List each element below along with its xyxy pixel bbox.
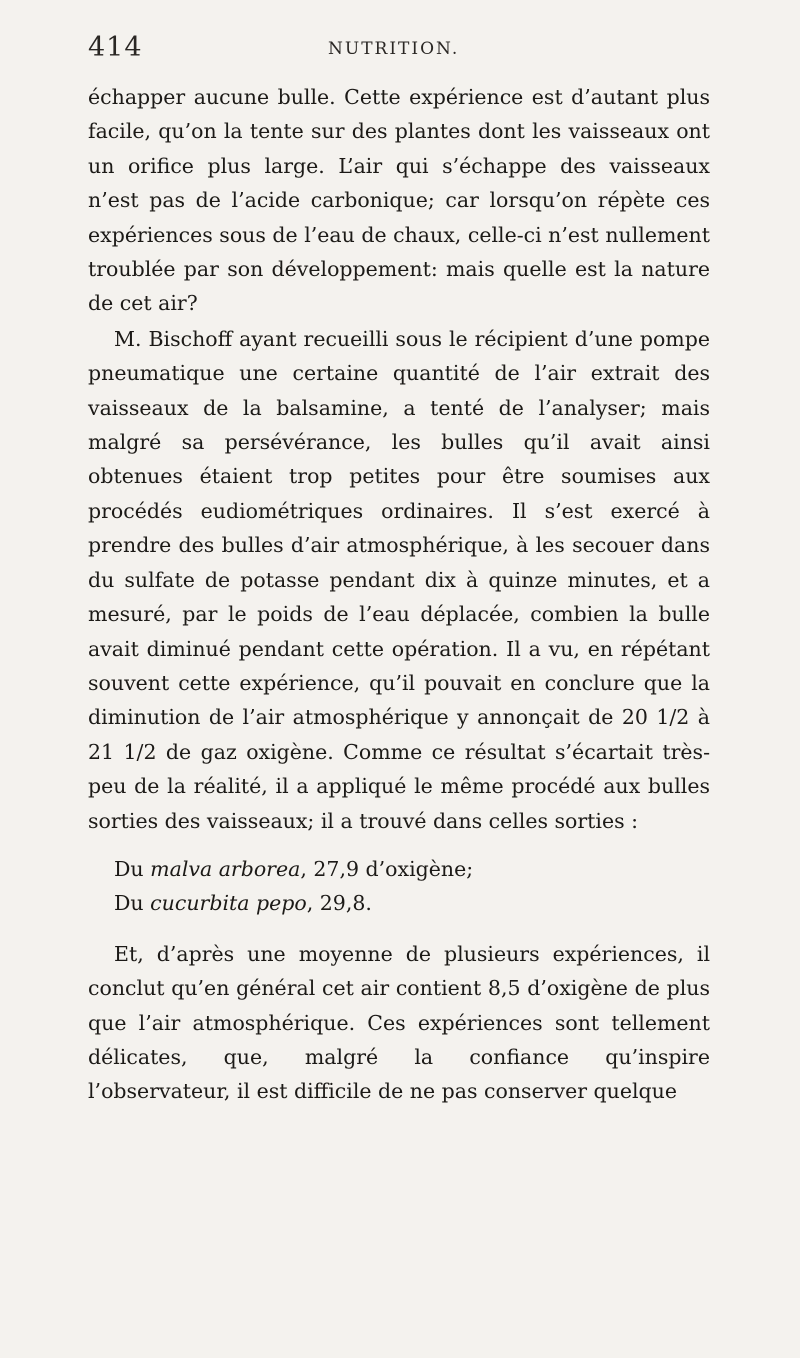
species-name: cucurbita pepo xyxy=(150,891,307,916)
page-number: 414 xyxy=(88,32,143,63)
body-text xyxy=(88,80,710,1109)
running-title: NUTRITION. xyxy=(328,39,460,59)
result-prefix: Du xyxy=(114,891,151,916)
running-head xyxy=(88,30,710,70)
paragraph-continued: échapper aucune bulle. Cette expérience est d’autant plus facile, qu’on la tente sur des plantes dont les vaisseaux ont un orifice plus large. L’air qui s’échappe des vaisseaux n’est pas de l’acide carbonique; car lorsqu’on répète ces expériences sous de l’eau de chaux, celle-ci n’est nullement troublée par son développement: mais quelle est la nature de cet air? xyxy=(88,85,710,316)
result-value: , 29,8. xyxy=(306,891,372,916)
species-name: malva arborea xyxy=(150,856,301,881)
result-prefix: Du xyxy=(114,856,151,881)
results-list xyxy=(88,852,710,921)
result-line-cucurbita xyxy=(88,886,710,920)
paragraph-bischoff: M. Bischoff ayant recueilli sous le récipient d’une pompe pneumatique une certaine quantité de l’air extrait des vaisseaux de la balsamine, a tenté de l’analyser; mais malgré sa persévérance, les bulles qu’il avait ainsi obtenues étaient trop petites pour être soumises aux procédés eudiométriques ordinaires. Il s’est exercé à prendre des bulles d’air atmosphérique, à les secouer dans du sulfate de potasse pendant dix à quinze minutes, et a mesuré, par le poids de l’eau déplacée, combien la bulle avait diminué pendant cette opération. Il a vu, en répétant souvent cette expérience, qu’il pouvait en conclure que la diminution de l’air atmosphérique y annonçait de 20 1/2 à 21 1/2 de gaz oxigène. Comme ce résultat s’écartait très-peu de la réalité, il a appliqué le même procédé aux bulles sorties des vaisseaux; il a trouvé dans celles sorties : xyxy=(88,326,710,833)
paragraph-conclusion: Et, d’après une moyenne de plusieurs expériences, il conclut qu’en général cet air contient 8,5 d’oxigène de plus que l’air atmosphérique. Ces expériences sont tellement délicates, que, malgré la confiance qu’inspire l’observateur, il est difficile de ne pas conserver quelque xyxy=(88,941,710,1104)
result-line-malva xyxy=(88,852,710,886)
result-value: , 27,9 d’oxigène; xyxy=(300,856,474,881)
